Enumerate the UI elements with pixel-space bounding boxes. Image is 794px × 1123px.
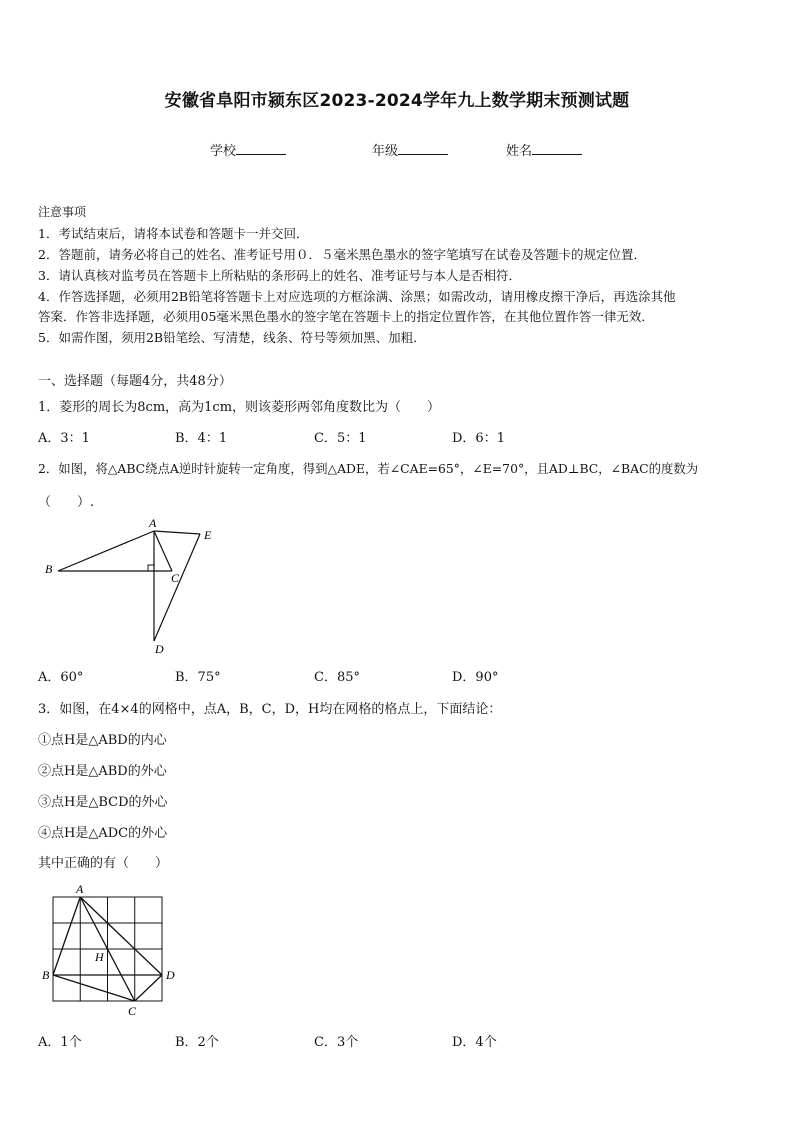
label-c: C [171, 571, 180, 585]
segment-ba [58, 531, 154, 571]
q3-statement-2: ②点H是△ABD的外心 [38, 764, 167, 779]
label-e: E [204, 528, 212, 542]
q3-option-c: C．3个 [314, 1035, 359, 1050]
q1-option-c: C．5：1 [314, 431, 367, 446]
name-blank [532, 142, 582, 155]
q2-stem: 2．如图，将△ABC绕点A逆时针旋转一定角度，得到△ADE，若∠CAE=65°，∠E=70°，且AD⊥BC，∠BAC的度数为 [38, 461, 699, 476]
school-blank [236, 142, 286, 155]
q3-grid-figure [36, 880, 196, 1020]
q1-option-b: B．4：1 [175, 431, 228, 446]
q3-option-a: A．1个 [38, 1035, 82, 1050]
q2-figure [36, 510, 226, 660]
q3-option-b: B．2个 [175, 1035, 219, 1050]
label-h: H [95, 950, 104, 964]
label-d: D [166, 968, 175, 982]
notes-heading: 注意事项 [38, 205, 87, 219]
q2-option-d: D．90° [452, 670, 499, 685]
note-item: 5．如需作图，须用2B铅笔绘、写清楚，线条、符号等须加黑、加粗． [38, 330, 426, 345]
grade-field [372, 140, 448, 159]
note-item: 1．考试结束后，请将本试卷和答题卡一并交回． [38, 226, 309, 241]
label-a: A [149, 516, 157, 530]
segment-ac [154, 531, 172, 571]
q2-stem-end: （ ）. [38, 495, 95, 510]
segment-ed [154, 534, 200, 641]
q1-option-a: A．3：1 [38, 431, 90, 446]
segment-cd [135, 975, 162, 1001]
right-angle-mark [148, 565, 154, 571]
segment-ad [80, 897, 162, 975]
q3-statement-1: ①点H是△ABD的内心 [38, 733, 167, 748]
label-b: B [45, 562, 53, 576]
grade-label: 年级 [372, 144, 399, 159]
label-d: D [155, 642, 164, 656]
note-item: 2．答题前，请务必将自己的姓名、准考证号用０．５毫米黑色墨水的签字笔填写在试卷及答题卡的规定位置． [38, 247, 646, 262]
segment-ae [154, 531, 200, 534]
q3-question: 其中正确的有（ ） [38, 856, 169, 871]
q3-stem: 3．如图，在4×4的网格中，点A，B，C，D，H均在网格的格点上，下面结论： [38, 702, 502, 717]
q2-option-c: C．85° [314, 670, 360, 685]
page-title: 安徽省阜阳市颍东区2023-2024学年九上数学期末预测试题 [164, 91, 630, 111]
school-label: 学校 [210, 144, 237, 159]
note-item: 3．请认真核对监考员在答题卡上所粘贴的条形码上的姓名、准考证号与本人是否相符． [38, 268, 521, 283]
note-item: 答案．作答非选择题，必须用05毫米黑色墨水的签字笔在答题卡上的指定位置作答，在其他位置作答一律无效． [38, 309, 654, 324]
label-b: B [42, 968, 50, 982]
school-field [210, 140, 286, 159]
q1-option-d: D．6：1 [452, 431, 505, 446]
name-label: 姓名 [506, 144, 533, 159]
section-heading: 一、选择题（每题4分，共48分） [38, 374, 232, 389]
q3-statement-3: ③点H是△BCD的外心 [38, 795, 168, 810]
name-field [506, 140, 582, 159]
q2-option-a: A．60° [38, 670, 84, 685]
segment-ab [53, 897, 80, 975]
label-c: C [128, 1004, 137, 1018]
q3-statement-4: ④点H是△ADC的外心 [38, 826, 168, 841]
label-a: A [76, 882, 84, 896]
q2-option-b: B．75° [175, 670, 221, 685]
q1-stem: 1．菱形的周长为8cm，高为1cm，则该菱形两邻角度数比为（ ） [38, 400, 441, 415]
grade-blank [398, 142, 448, 155]
q3-option-d: D．4个 [452, 1035, 497, 1050]
note-item: 4．作答选择题，必须用2B铅笔将答题卡上对应选项的方框涂满、涂黑；如需改动，请用橡皮擦干净后，再选涂其他 [38, 289, 676, 304]
